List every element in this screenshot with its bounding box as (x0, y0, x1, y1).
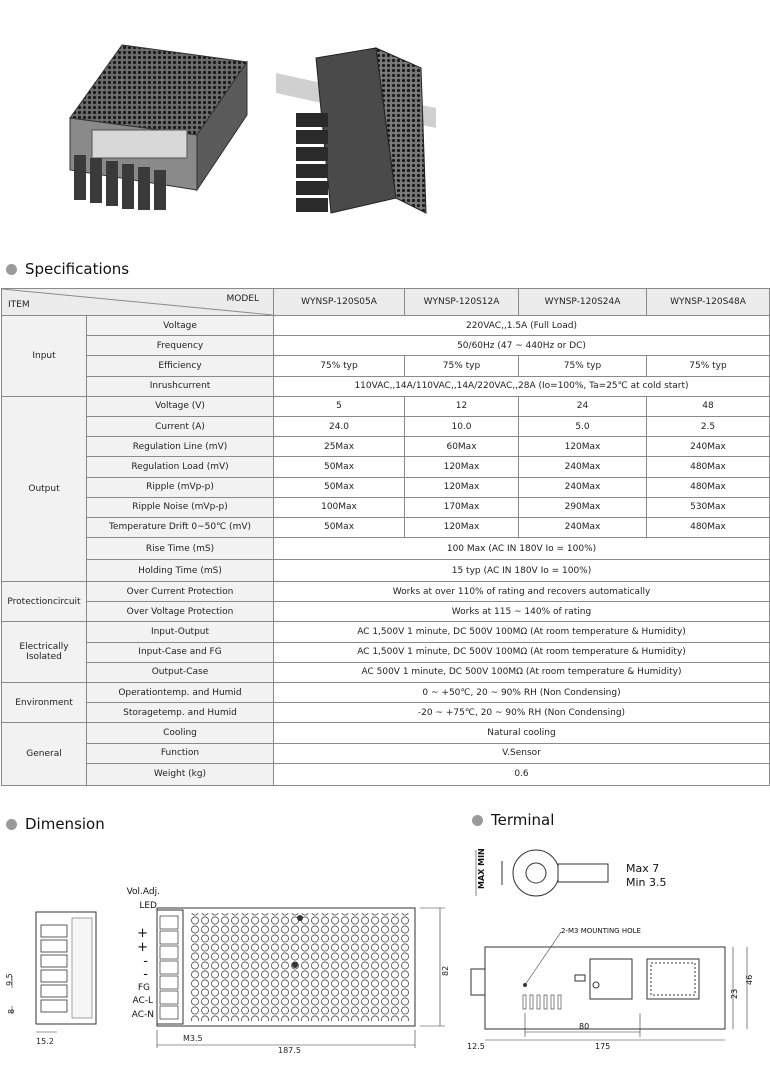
table-row (2, 437, 770, 457)
specifications-title: Specifications (25, 260, 130, 278)
table-row (2, 497, 770, 517)
value-cell: 24 (519, 396, 647, 416)
table-row (2, 356, 770, 376)
table-row (2, 743, 770, 763)
model-label: MODEL (226, 294, 259, 304)
value-cell: 5 (274, 396, 405, 416)
value-cell: 100 Max (AC IN 180V Io = 100%) (274, 538, 770, 560)
group-label: Output (2, 396, 87, 581)
product-photo-front (62, 40, 252, 210)
value-cell: 240Max (519, 477, 647, 497)
row-label: Ripple (mVp-p) (87, 477, 274, 497)
value-cell: 75% typ (274, 356, 405, 376)
dim-h2: 46 (745, 974, 754, 985)
row-label: Input-Case and FG (87, 642, 274, 662)
table-row (2, 396, 770, 416)
item-model-header (2, 289, 274, 316)
group-label: Environment (2, 683, 87, 723)
specifications-table (1, 288, 770, 786)
table-row (2, 457, 770, 477)
label-minus-1: - (143, 954, 148, 969)
dim-screw: M3.5 (183, 1034, 203, 1043)
table-row (2, 703, 770, 723)
row-label: Ripple Noise (mVp-p) (87, 497, 274, 517)
value-cell: 48 (647, 396, 770, 416)
dim-terminal-length: 175 (595, 1042, 611, 1051)
value-cell: 480Max (647, 477, 770, 497)
value-cell: 60Max (405, 437, 519, 457)
row-label: Voltage (V) (87, 396, 274, 416)
value-cell: 480Max (647, 517, 770, 537)
value-cell: 120Max (405, 517, 519, 537)
bullet-icon (472, 815, 483, 826)
value-cell: 240Max (519, 457, 647, 477)
value-cell: 120Max (519, 437, 647, 457)
row-label: Holding Time (mS) (87, 560, 274, 582)
value-cell: AC 1,500V 1 minute, DC 500V 100MΩ (At room temperature & Humidity) (274, 642, 770, 662)
value-cell: 50Max (274, 517, 405, 537)
group-label: Electrically Isolated (2, 622, 87, 683)
model-header: WYNSP-120S48A (647, 289, 770, 316)
value-cell: 0.6 (274, 763, 770, 785)
value-cell: 25Max (274, 437, 405, 457)
dim-hole-spacing: 80 (579, 1022, 590, 1031)
row-label: Frequency (87, 336, 274, 356)
row-label: Temperature Drift 0~50℃ (mV) (87, 517, 274, 537)
value-cell: 50Max (274, 477, 405, 497)
row-label: Cooling (87, 723, 274, 743)
row-label: Input-Output (87, 622, 274, 642)
value-cell: 75% typ (647, 356, 770, 376)
value-cell: 110VAC‚‚14A/110VAC‚‚14A/220VAC‚‚28A (Io=100%, Ta=25℃ at cold start) (274, 376, 770, 396)
dimension-drawing (0, 880, 460, 1055)
table-row (2, 683, 770, 703)
table-row (2, 336, 770, 356)
label-fg: FG (137, 983, 150, 993)
table-row (2, 376, 770, 396)
side-view (12, 912, 96, 1032)
value-cell: 240Max (647, 437, 770, 457)
max-label: Max 7 (626, 862, 660, 875)
table-header-row (2, 289, 770, 316)
max-min-mark: MAX MIN (477, 848, 486, 889)
row-label: Function (87, 743, 274, 763)
min-label: Min 3.5 (626, 876, 667, 889)
value-cell: 5.0 (519, 416, 647, 436)
label-plus-2: + (137, 940, 148, 955)
dim-side-width: 15.2 (36, 1037, 54, 1046)
value-cell: Works at 115 ~ 140% of rating (274, 602, 770, 622)
row-label: Efficiency (87, 356, 274, 376)
row-label: Over Current Protection (87, 582, 274, 602)
value-cell: 120Max (405, 477, 519, 497)
mounting-hole-label: 2-M3 MOUNTING HOLE (561, 927, 641, 935)
table-row (2, 662, 770, 682)
table-row (2, 642, 770, 662)
value-cell: 220VAC‚‚1.5A (Full Load) (274, 316, 770, 336)
model-header: WYNSP-120S24A (519, 289, 647, 316)
specifications-body (2, 316, 770, 786)
value-cell: Natural cooling (274, 723, 770, 743)
table-row (2, 763, 770, 785)
value-cell: V.Sensor (274, 743, 770, 763)
table-row (2, 622, 770, 642)
label-minus-2: - (143, 967, 148, 982)
value-cell: 530Max (647, 497, 770, 517)
value-cell: 12 (405, 396, 519, 416)
value-cell: AC 1,500V 1 minute, DC 500V 100MΩ (At room temperature & Humidity) (274, 622, 770, 642)
row-label: Rise Time (mS) (87, 538, 274, 560)
group-label: Input (2, 316, 87, 397)
row-label: Output-Case (87, 662, 274, 682)
value-cell: 480Max (647, 457, 770, 477)
value-cell: 75% typ (405, 356, 519, 376)
group-label: General (2, 723, 87, 785)
group-label: Protectioncircuit (2, 582, 87, 622)
terminal-heading (472, 811, 554, 829)
label-led: LED (139, 901, 157, 911)
label-plus-1: + (137, 926, 148, 941)
item-label: ITEM (8, 300, 30, 310)
dim-offset: 12.5 (467, 1042, 485, 1051)
dimension-title: Dimension (25, 815, 105, 833)
row-label: Regulation Load (mV) (87, 457, 274, 477)
specifications-heading (6, 260, 129, 278)
table-row (2, 316, 770, 336)
model-header: WYNSP-120S12A (405, 289, 519, 316)
value-cell: -20 ~ +75℃, 20 ~ 90% RH (Non Condensing) (274, 703, 770, 723)
row-label: Over Voltage Protection (87, 602, 274, 622)
value-cell: 120Max (405, 457, 519, 477)
bullet-icon (6, 264, 17, 275)
value-cell: 24.0 (274, 416, 405, 436)
value-cell: 100Max (274, 497, 405, 517)
table-row (2, 560, 770, 582)
value-cell: 75% typ (519, 356, 647, 376)
label-vol-adj: Vol.Adj. (126, 887, 160, 897)
table-row (2, 416, 770, 436)
row-label: Voltage (87, 316, 274, 336)
mounting-drawing (465, 925, 765, 1055)
value-cell: 240Max (519, 517, 647, 537)
value-cell: 10.0 (405, 416, 519, 436)
dim-edge: 8 (7, 1008, 16, 1014)
row-label: Regulation Line (mV) (87, 437, 274, 457)
dim-height: 82 (441, 965, 450, 976)
table-row (2, 517, 770, 537)
value-cell: AC 500V 1 minute, DC 500V 100MΩ (At room temperature & Humidity) (274, 662, 770, 682)
terminal-title: Terminal (491, 811, 555, 829)
table-row (2, 582, 770, 602)
dim-length: 187.5 (278, 1046, 301, 1055)
row-label: Storagetemp. and Humid (87, 703, 274, 723)
dim-h1: 23 (730, 988, 739, 999)
dim-pitch: 9.5 (5, 973, 14, 986)
terminal-lug-drawing (470, 840, 760, 900)
label-ac-l: AC-L (132, 996, 153, 1006)
product-photo-din-rail (276, 38, 436, 233)
table-row (2, 538, 770, 560)
value-cell: 0 ~ +50℃, 20 ~ 90% RH (Non Condensing) (274, 683, 770, 703)
table-row (2, 477, 770, 497)
row-label: Inrushcurrent (87, 376, 274, 396)
value-cell: Works at over 110% of rating and recovers automatically (274, 582, 770, 602)
value-cell: 2.5 (647, 416, 770, 436)
value-cell: 50Max (274, 457, 405, 477)
row-label: Weight (kg) (87, 763, 274, 785)
dimension-heading (6, 815, 105, 833)
value-cell: 170Max (405, 497, 519, 517)
row-label: Operationtemp. and Humid (87, 683, 274, 703)
label-ac-n: AC-N (131, 1010, 154, 1020)
table-row (2, 723, 770, 743)
top-view (157, 908, 445, 1048)
model-header: WYNSP-120S05A (274, 289, 405, 316)
row-label: Current (A) (87, 416, 274, 436)
table-row (2, 602, 770, 622)
value-cell: 290Max (519, 497, 647, 517)
value-cell: 15 typ (AC IN 180V Io = 100%) (274, 560, 770, 582)
value-cell: 50/60Hz (47 ~ 440Hz or DC) (274, 336, 770, 356)
bullet-icon (6, 819, 17, 830)
